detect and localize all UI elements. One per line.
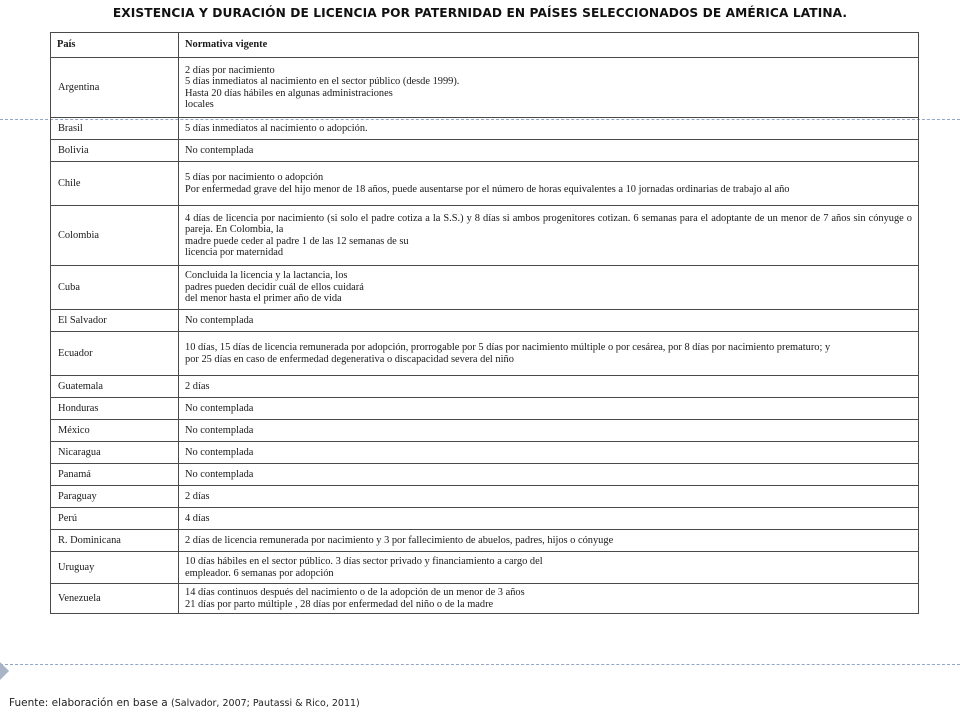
regulation-cell	[179, 118, 919, 140]
regulation-cell	[179, 552, 919, 584]
paternity-leave-table	[50, 32, 919, 614]
regulation-cell	[179, 584, 919, 614]
regulation-line: locales	[185, 99, 214, 110]
slide-bullet-icon	[0, 662, 9, 680]
regulation-line: 2 días	[185, 380, 210, 392]
regulation-line: 10 días hábiles en el sector público. 3 días sector privado y financiamiento a cargo del	[185, 556, 543, 567]
table-row	[51, 310, 919, 332]
regulation-line: Por enfermedad grave del hijo menor de 18 años, puede ausentarse por el número de horas equivalentes a 10 jornadas ordinarias de trabajo al año	[185, 183, 790, 195]
table-header-row	[51, 33, 919, 58]
table-row	[51, 486, 919, 508]
table-body	[51, 58, 919, 614]
country-cell: Argentina	[51, 58, 179, 118]
regulation-line: 2 días por nacimiento	[185, 64, 275, 76]
regulation-line: licencia por maternidad	[185, 247, 284, 258]
regulation-cell	[179, 332, 919, 376]
regulation-cell	[179, 310, 919, 332]
regulation-cell	[179, 442, 919, 464]
country-cell: Panamá	[51, 464, 179, 486]
country-cell: Nicaragua	[51, 442, 179, 464]
country-cell: R. Dominicana	[51, 530, 179, 552]
regulation-line: 10 días, 15 días de licencia remunerada por adopción, prorrogable por 5 días por nacimiento múltiple o por cesárea, por 8 días por nacimiento prematuro; y	[185, 342, 831, 353]
regulation-line: 5 días por nacimiento o adopción	[185, 172, 324, 183]
regulation-cell	[179, 486, 919, 508]
regulation-line: Hasta 20 días hábiles en algunas administraciones	[185, 87, 393, 99]
regulation-cell	[179, 206, 919, 266]
regulation-line: No contemplada	[185, 402, 254, 414]
table-row	[51, 332, 919, 376]
table-row	[51, 376, 919, 398]
country-cell: Brasil	[51, 118, 179, 140]
country-cell: El Salvador	[51, 310, 179, 332]
table-row	[51, 140, 919, 162]
header-regulation: Normativa vigente	[179, 33, 919, 58]
regulation-line: 5 días inmediatos al nacimiento o adopción.	[185, 122, 368, 134]
regulation-line: empleador. 6 semanas por adopción	[185, 567, 334, 579]
country-cell: Uruguay	[51, 552, 179, 584]
regulation-line: madre puede ceder al padre 1 de las 12 semanas de su	[185, 235, 409, 247]
table-row	[51, 162, 919, 206]
regulation-line: No contemplada	[185, 468, 254, 480]
regulation-line: No contemplada	[185, 424, 254, 436]
table-row	[51, 58, 919, 118]
table-row	[51, 584, 919, 614]
country-cell: Ecuador	[51, 332, 179, 376]
table-row	[51, 464, 919, 486]
regulation-cell	[179, 162, 919, 206]
header-country: País	[51, 33, 179, 58]
country-cell: Colombia	[51, 206, 179, 266]
regulation-line: del menor hasta el primer año de vida	[185, 293, 342, 305]
regulation-line: 4 días	[185, 512, 210, 524]
regulation-cell	[179, 376, 919, 398]
regulation-cell	[179, 140, 919, 162]
regulation-line: 5 días inmediatos al nacimiento en el sector público (desde 1999).	[185, 76, 460, 87]
table-row	[51, 398, 919, 420]
source-references: (Salvador, 2007; Pautassi & Rico, 2011)	[171, 698, 360, 709]
regulation-line: Concluida la licencia y la lactancia, los	[185, 270, 348, 282]
regulation-cell	[179, 58, 919, 118]
table-row	[51, 266, 919, 310]
paternity-leave-table-container	[50, 32, 918, 614]
table-row	[51, 442, 919, 464]
country-cell: Bolivia	[51, 140, 179, 162]
regulation-cell	[179, 398, 919, 420]
country-cell: México	[51, 420, 179, 442]
regulation-line: No contemplada	[185, 314, 254, 326]
regulation-line: 2 días	[185, 490, 210, 502]
table-row	[51, 552, 919, 584]
regulation-cell	[179, 508, 919, 530]
country-cell: Cuba	[51, 266, 179, 310]
source-prefix: Fuente: elaboración en base a	[9, 697, 172, 709]
country-cell: Perú	[51, 508, 179, 530]
regulation-line: por 25 días en caso de enfermedad degenerativa o discapacidad severa del niño	[185, 353, 514, 365]
regulation-line: 4 días de licencia por nacimiento (si solo el padre cotiza a la S.S.) y 8 días si ambos progenitores cotizan. 6 semanas para el adoptante de un menor de 7 años sin cónyuge o pareja. En Colombia, la	[185, 212, 912, 235]
table-row	[51, 206, 919, 266]
country-cell: Venezuela	[51, 584, 179, 614]
regulation-cell	[179, 420, 919, 442]
source-note	[9, 697, 360, 709]
table-row	[51, 530, 919, 552]
table-row	[51, 508, 919, 530]
slide-title: EXISTENCIA Y DURACIÓN DE LICENCIA POR PATERNIDAD EN PAÍSES SELECCIONADOS DE AMÉRICA LATINA.	[112, 6, 848, 20]
table-row	[51, 118, 919, 140]
guide-line-bottom	[0, 664, 960, 665]
country-cell: Paraguay	[51, 486, 179, 508]
regulation-line: 21 días por parto múltiple , 28 días por enfermedad del niño o de la madre	[185, 598, 494, 610]
regulation-line: No contemplada	[185, 446, 254, 458]
country-cell: Guatemala	[51, 376, 179, 398]
country-cell: Chile	[51, 162, 179, 206]
country-cell: Honduras	[51, 398, 179, 420]
regulation-line: padres pueden decidir cuál de ellos cuidará	[185, 281, 364, 293]
regulation-cell	[179, 530, 919, 552]
regulation-line: 14 días continuos después del nacimiento o de la adopción de un menor de 3 años	[185, 587, 525, 598]
regulation-cell	[179, 266, 919, 310]
regulation-line: 2 días de licencia remunerada por nacimiento y 3 por fallecimiento de abuelos, padres, hijos o cónyuge	[185, 534, 614, 546]
regulation-line: No contemplada	[185, 144, 254, 156]
table-row	[51, 420, 919, 442]
regulation-cell	[179, 464, 919, 486]
